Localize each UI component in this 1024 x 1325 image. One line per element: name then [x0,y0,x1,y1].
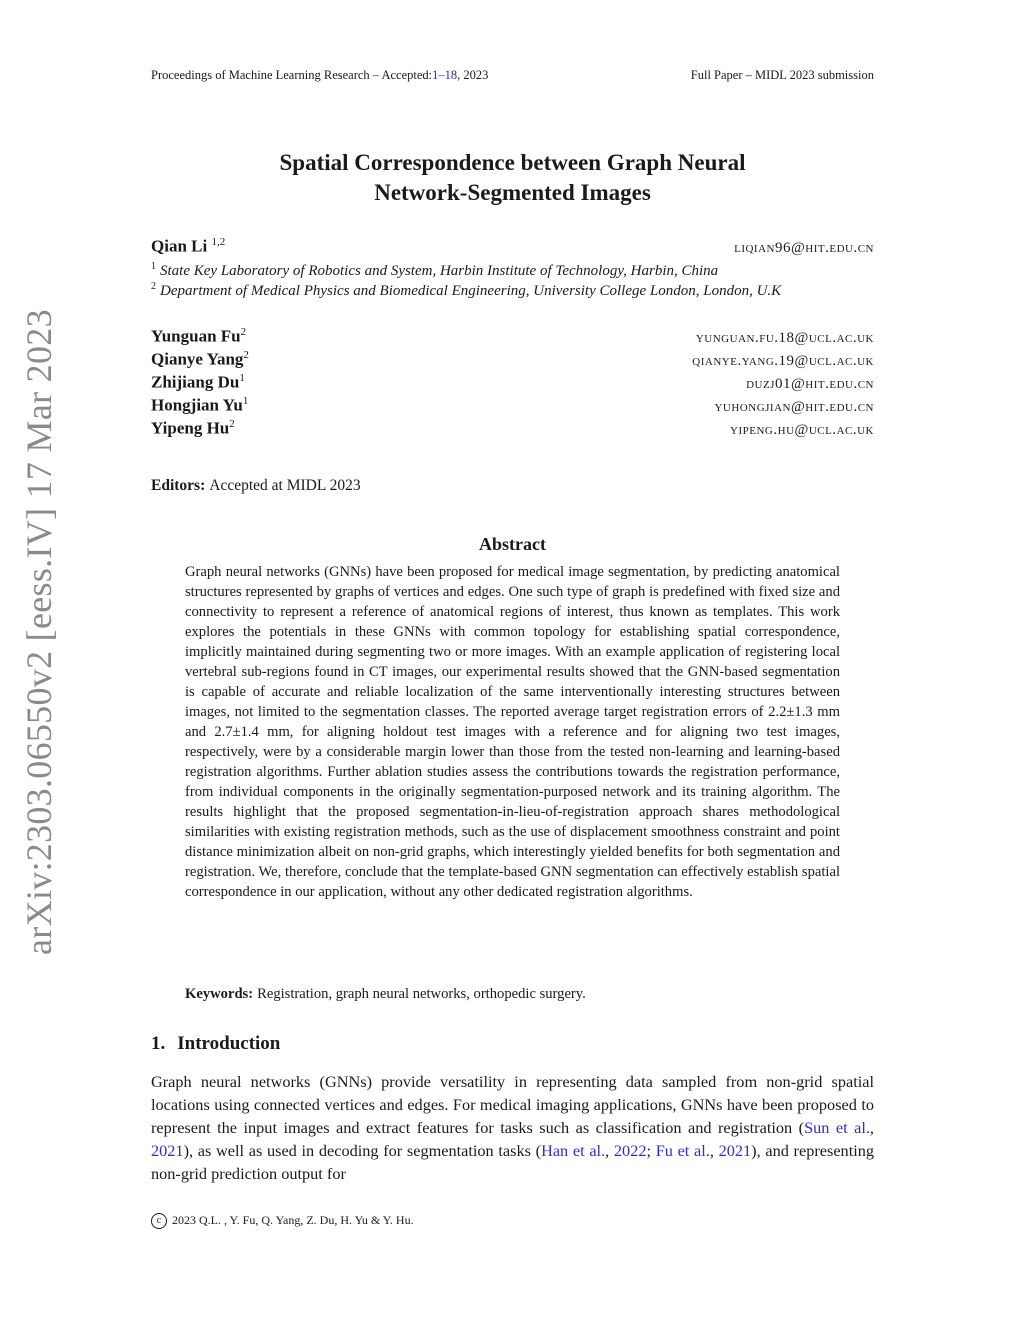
page-range-end-link[interactable]: 18 [444,68,458,82]
author-email[interactable]: yuhongjian@hit.edu.cn [714,398,874,415]
running-header-left: Proceedings of Machine Learning Research – Accepted:1–18, 2023 [151,68,489,82]
author-row [151,326,874,347]
copyright-icon: c [151,1213,167,1229]
citation-year-link[interactable]: 2021 [151,1141,184,1160]
keywords-value: Registration, graph neural networks, orthopedic surgery. [257,986,586,1002]
author-name: Qian Li $^{1,2}$ [151,236,226,256]
author-email[interactable]: yunguan.fu.18@ucl.ac.uk [695,329,874,346]
author-row [151,349,874,370]
author-name: Qianye Yang$^2$ [151,349,249,369]
author-email[interactable]: duzj01@hit.edu.cn [746,375,874,392]
affiliation-1: $^1$ State Key Laboratory of Robotics and System, Harbin Institute of Technology, Harbin, China [151,261,719,279]
abstract-heading: Abstract [479,534,546,554]
paper-title [151,148,874,208]
author-name: Hongjian Yu$^1$ [151,395,249,415]
citation-year-link[interactable]: 2021 [718,1141,752,1160]
affiliation-2: $^2$ Department of Medical Physics and Biomedical Engineering, University College London, London, U.K [151,281,782,299]
first-author-row [151,236,874,257]
author-row [151,395,874,416]
author-name: Yunguan Fu$^2$ [151,326,247,346]
running-header-right: Full Paper – MIDL 2023 submission [690,68,874,82]
author-email[interactable]: liqian96@hit.edu.cn [734,239,874,256]
title-line-1: Spatial Correspondence between Graph Neural [279,150,746,175]
citation-link[interactable]: Fu et al. [655,1141,710,1160]
author-name: Yipeng Hu$^2$ [151,418,235,438]
editors-label: Editors: [151,477,206,494]
citation-link[interactable]: Sun et al. [804,1118,870,1137]
page-range-start-link[interactable]: 1 [432,68,439,82]
intro-paragraph: Graph neural networks (GNNs) provide versatility in representing data sampled from non-grid spatial locations using connected vertices and edges. For medical imaging applications, GNNs have been proposed to represent the input images and extract features for tasks such as classification and registration (Sun et al., 2021), as well as used in decoding for segmentation tasks (Han et al., 2022; Fu et al., 2021), and representing non-grid prediction output for [151,1072,875,1183]
keywords-label: Keywords: [185,986,254,1002]
abstract-text: Graph neural networks (GNNs) have been proposed for medical image segmentation, by predicting anatomical structures represented by graphs of vertices and edges. One such type of graph is predefined with fixed size and connectivity to represent a reference of anatomical regions of interest, thus known as templates. This work explores the potentials in these GNNs with common topology for establishing spatial correspondence, implicitly maintained during segmenting two or more images. With an example application of registering local vertebral sub-regions found in CT images, our experimental results showed that the GNN-based segmentation is capable of accurate and reliable localization of the same interventionally interesting structures between images, not limited to the segmentation classes. The reported average target registration errors of 2.2±1.3 mm and 2.7±1.4 mm, for aligning holdout test images with a reference and for aligning two test images, respectively, were by a considerable margin lower than those from the tested non-learning and learning-based registration algorithms. Further ablation studies assess the contributions towards the registration performance, from individual components in the originally segmentation-purposed network and its training algorithm. The results highlight that the proposed segmentation-in-lieu-of-registration approach shares methodological similarities with existing registration methods, such as the use of displacement smoothness constraint and point distance minimization albeit on non-grid graphs, which interestingly yielded benefits for both segmentation and registration. We, therefore, conclude that the template-based GNN segmentation can effectively establish spatial correspondence in our application, without any other dedicated registration algorithms. [185,564,840,900]
author-email[interactable]: yipeng.hu@ucl.ac.uk [730,421,874,438]
author-email[interactable]: qianye.yang.19@ucl.ac.uk [692,352,874,369]
copyright-footer: c 2023 Q.L. , Y. Fu, Q. Yang, Z. Du, H. Yu & Y. Hu. [151,1213,414,1229]
arxiv-stamp: arXiv:2303.06550v2 [eess.IV] 17 Mar 2023 [19,309,59,955]
author-row [151,372,874,393]
author-row [151,418,874,439]
title-line-2: Network-Segmented Images [374,180,651,205]
editors-line [151,477,361,495]
section-heading: 1. Introduction [151,1033,281,1054]
citation-link[interactable]: Han et al. [541,1141,606,1160]
author-name: Zhijiang Du$^1$ [151,372,245,392]
running-header [151,68,874,83]
citation-year-link[interactable]: 2022 [613,1141,647,1160]
keywords-line [185,984,840,1004]
editors-value: Accepted at MIDL 2023 [209,477,361,494]
